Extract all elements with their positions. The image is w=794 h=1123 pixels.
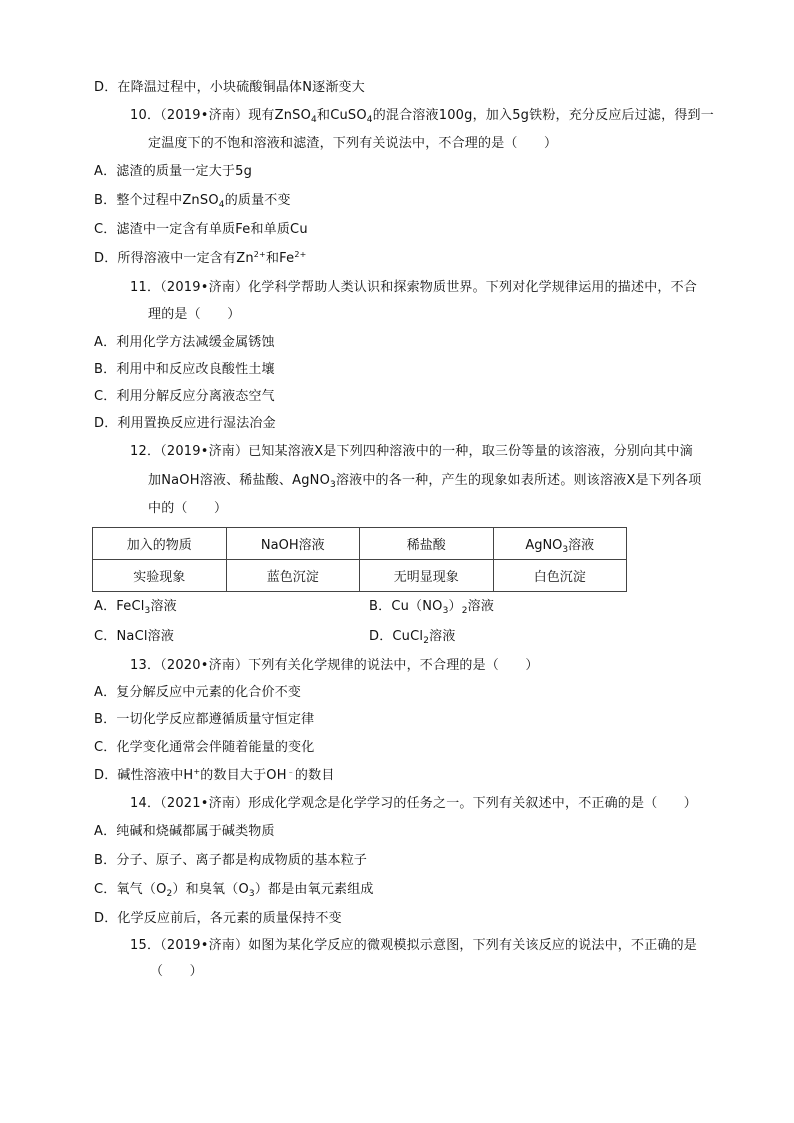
table-cell: NaOH溶液 xyxy=(226,528,360,560)
q14-option-c-subscript: 2 xyxy=(166,889,173,899)
q10-option-b xyxy=(94,192,291,210)
q12-option-b-suffix: 溶液 xyxy=(467,599,495,614)
q10-option-d xyxy=(94,250,307,268)
q12-option-d-subscript: 2 xyxy=(423,636,430,646)
q10-option-d-charge: 2+ xyxy=(294,250,307,259)
q14-option-c-subscript: 3 xyxy=(248,889,255,899)
q12-option-b-formula: B．Cu（NO xyxy=(369,599,443,614)
q10-option-b-rest: 的质量不变 xyxy=(224,193,291,208)
q13-option-a: A．复分解反应中元素的化合价不变 xyxy=(94,685,302,700)
q13-option-d-charge: ﹣ xyxy=(286,767,295,776)
table-cell: 实验现象 xyxy=(93,560,227,592)
q10-option-b-subscript: 4 xyxy=(218,200,225,210)
table-cell-suffix: 溶液 xyxy=(568,538,595,553)
q10-option-c: C．滤渣中一定含有单质Fe和单质Cu xyxy=(94,222,308,237)
q12-stem-line2 xyxy=(148,472,701,490)
q12-stem-line1: 12．（2019•济南）已知某溶液X是下列四种溶液中的一种，取三份等量的该溶液，分别向其中滴 xyxy=(130,444,693,459)
table-cell xyxy=(493,528,627,560)
q12-option-c: C．NaCl溶液 xyxy=(94,629,175,644)
q10-formula-cuso4: CuSO xyxy=(330,108,367,123)
table-cell-formula: AgNO xyxy=(525,538,563,553)
table-cell: 加入的物质 xyxy=(93,528,227,560)
q13-stem: 13．（2020•济南）下列有关化学规律的说法中，不合理的是（ ） xyxy=(130,658,539,673)
q13-option-c: C．化学变化通常会伴随着能量的变化 xyxy=(94,740,315,755)
q12-option-a xyxy=(94,598,177,616)
q15-stem-line2: （ ） xyxy=(150,964,203,979)
q15-stem-line1: 15．（2019•济南）如图为某化学反应的微观模拟示意图，下列有关该反应的说法中，不正确的是 xyxy=(130,938,697,953)
q10-option-a: A．滤渣的质量一定大于5g xyxy=(94,164,253,179)
q12-stem-subscript: 3 xyxy=(330,480,336,490)
q10-stem-line2: 定温度下的不饱和溶液和滤渣，下列有关说法中，不合理的是（ ） xyxy=(148,136,558,151)
q12-option-a-subscript: 3 xyxy=(144,606,151,616)
q10-stem-prefix: 10．（2019•济南）现有 xyxy=(130,108,275,123)
q11-option-a: A．利用化学方法减缓金属锈蚀 xyxy=(94,335,275,350)
q10-and: 和 xyxy=(316,108,331,123)
q10-option-d-prefix: D．所得溶液中一定含有Zn xyxy=(94,251,254,266)
q10-stem-line1 xyxy=(130,107,714,125)
table-cell-subscript: 3 xyxy=(562,545,569,555)
q14-option-c xyxy=(94,881,374,899)
q13-option-b: B．一切化学反应都遵循质量守恒定律 xyxy=(94,712,315,727)
q10-subscript: 4 xyxy=(366,115,373,125)
q12-option-b-paren: ） xyxy=(448,599,462,614)
q10-option-d-charge: 2+ xyxy=(253,250,266,259)
q12-option-d-suffix: 溶液 xyxy=(429,629,456,644)
q13-option-d-charge: + xyxy=(193,767,201,776)
q12-stem-line2-a: 加NaOH溶液、稀盐酸、AgNO xyxy=(148,473,331,488)
q14-stem: 14．（2021•济南）形成化学观念是化学学习的任务之一。下列有关叙述中，不正确的是（ ） xyxy=(130,796,697,811)
q10-option-d-mid: 和Fe xyxy=(265,251,295,266)
q13-option-d xyxy=(94,767,335,785)
q12-option-a-suffix: 溶液 xyxy=(150,599,177,614)
q10-option-b-formula: ZnSO xyxy=(182,193,219,208)
q12-option-b-subscript: 3 xyxy=(442,606,449,616)
q14-option-b: B．分子、原子、离子都是构成物质的基本粒子 xyxy=(94,853,368,868)
table-cell: 白色沉淀 xyxy=(493,560,627,592)
q11-stem-line1: 11．（2019•济南）化学科学帮助人类认识和探索物质世界。下列对化学规律运用的描述中，不合 xyxy=(130,280,697,295)
q12-option-d xyxy=(369,628,456,646)
q12-observation-table xyxy=(92,527,627,592)
q9-option-d: D．在降温过程中，小块硫酸铜晶体N逐渐变大 xyxy=(94,80,365,95)
table-cell: 蓝色沉淀 xyxy=(226,560,360,592)
q10-subscript: 4 xyxy=(311,115,317,125)
table-row xyxy=(93,560,627,592)
q12-option-b-subscript: 2 xyxy=(461,606,468,616)
table-cell: 无明显现象 xyxy=(360,560,494,592)
q11-stem-line2: 理的是（ ） xyxy=(148,307,241,322)
q13-option-d-prefix: D．碱性溶液中H xyxy=(94,768,194,783)
q12-option-b xyxy=(369,598,494,616)
q10-option-b-prefix: B．整个过程中 xyxy=(94,193,183,208)
q14-option-c-suffix: ）都是由氧元素组成 xyxy=(254,882,374,897)
q12-option-a-formula: A．FeCl xyxy=(94,599,145,614)
q14-option-c-mid: ）和臭氧（O xyxy=(172,882,249,897)
q13-option-d-mid: 的数目大于OH xyxy=(200,768,287,783)
table-header-row xyxy=(93,528,627,560)
q11-option-d: D．利用置换反应进行湿法冶金 xyxy=(94,416,276,431)
q14-option-c-prefix: C．氧气（O xyxy=(94,882,167,897)
table-cell: 稀盐酸 xyxy=(360,528,494,560)
q12-stem-line2-b: 溶液中的各一种，产生的现象如表所述。则该溶液X是下列各项 xyxy=(335,473,702,488)
q14-option-d: D．化学反应前后，各元素的质量保持不变 xyxy=(94,911,342,926)
q14-option-a: A．纯碱和烧碱都属于碱类物质 xyxy=(94,824,275,839)
q10-formula-znso4: ZnSO xyxy=(274,108,312,123)
q10-stem-rest: 的混合溶液100g，加入5g铁粉，充分反应后过滤，得到一 xyxy=(372,108,714,123)
q11-option-c: C．利用分解反应分离液态空气 xyxy=(94,389,275,404)
q11-option-b: B．利用中和反应改良酸性土壤 xyxy=(94,362,275,377)
q13-option-d-suffix: 的数目 xyxy=(294,768,335,783)
q12-option-d-formula: D．CuCl xyxy=(369,629,424,644)
q12-stem-line3: 中的（ ） xyxy=(148,501,228,516)
